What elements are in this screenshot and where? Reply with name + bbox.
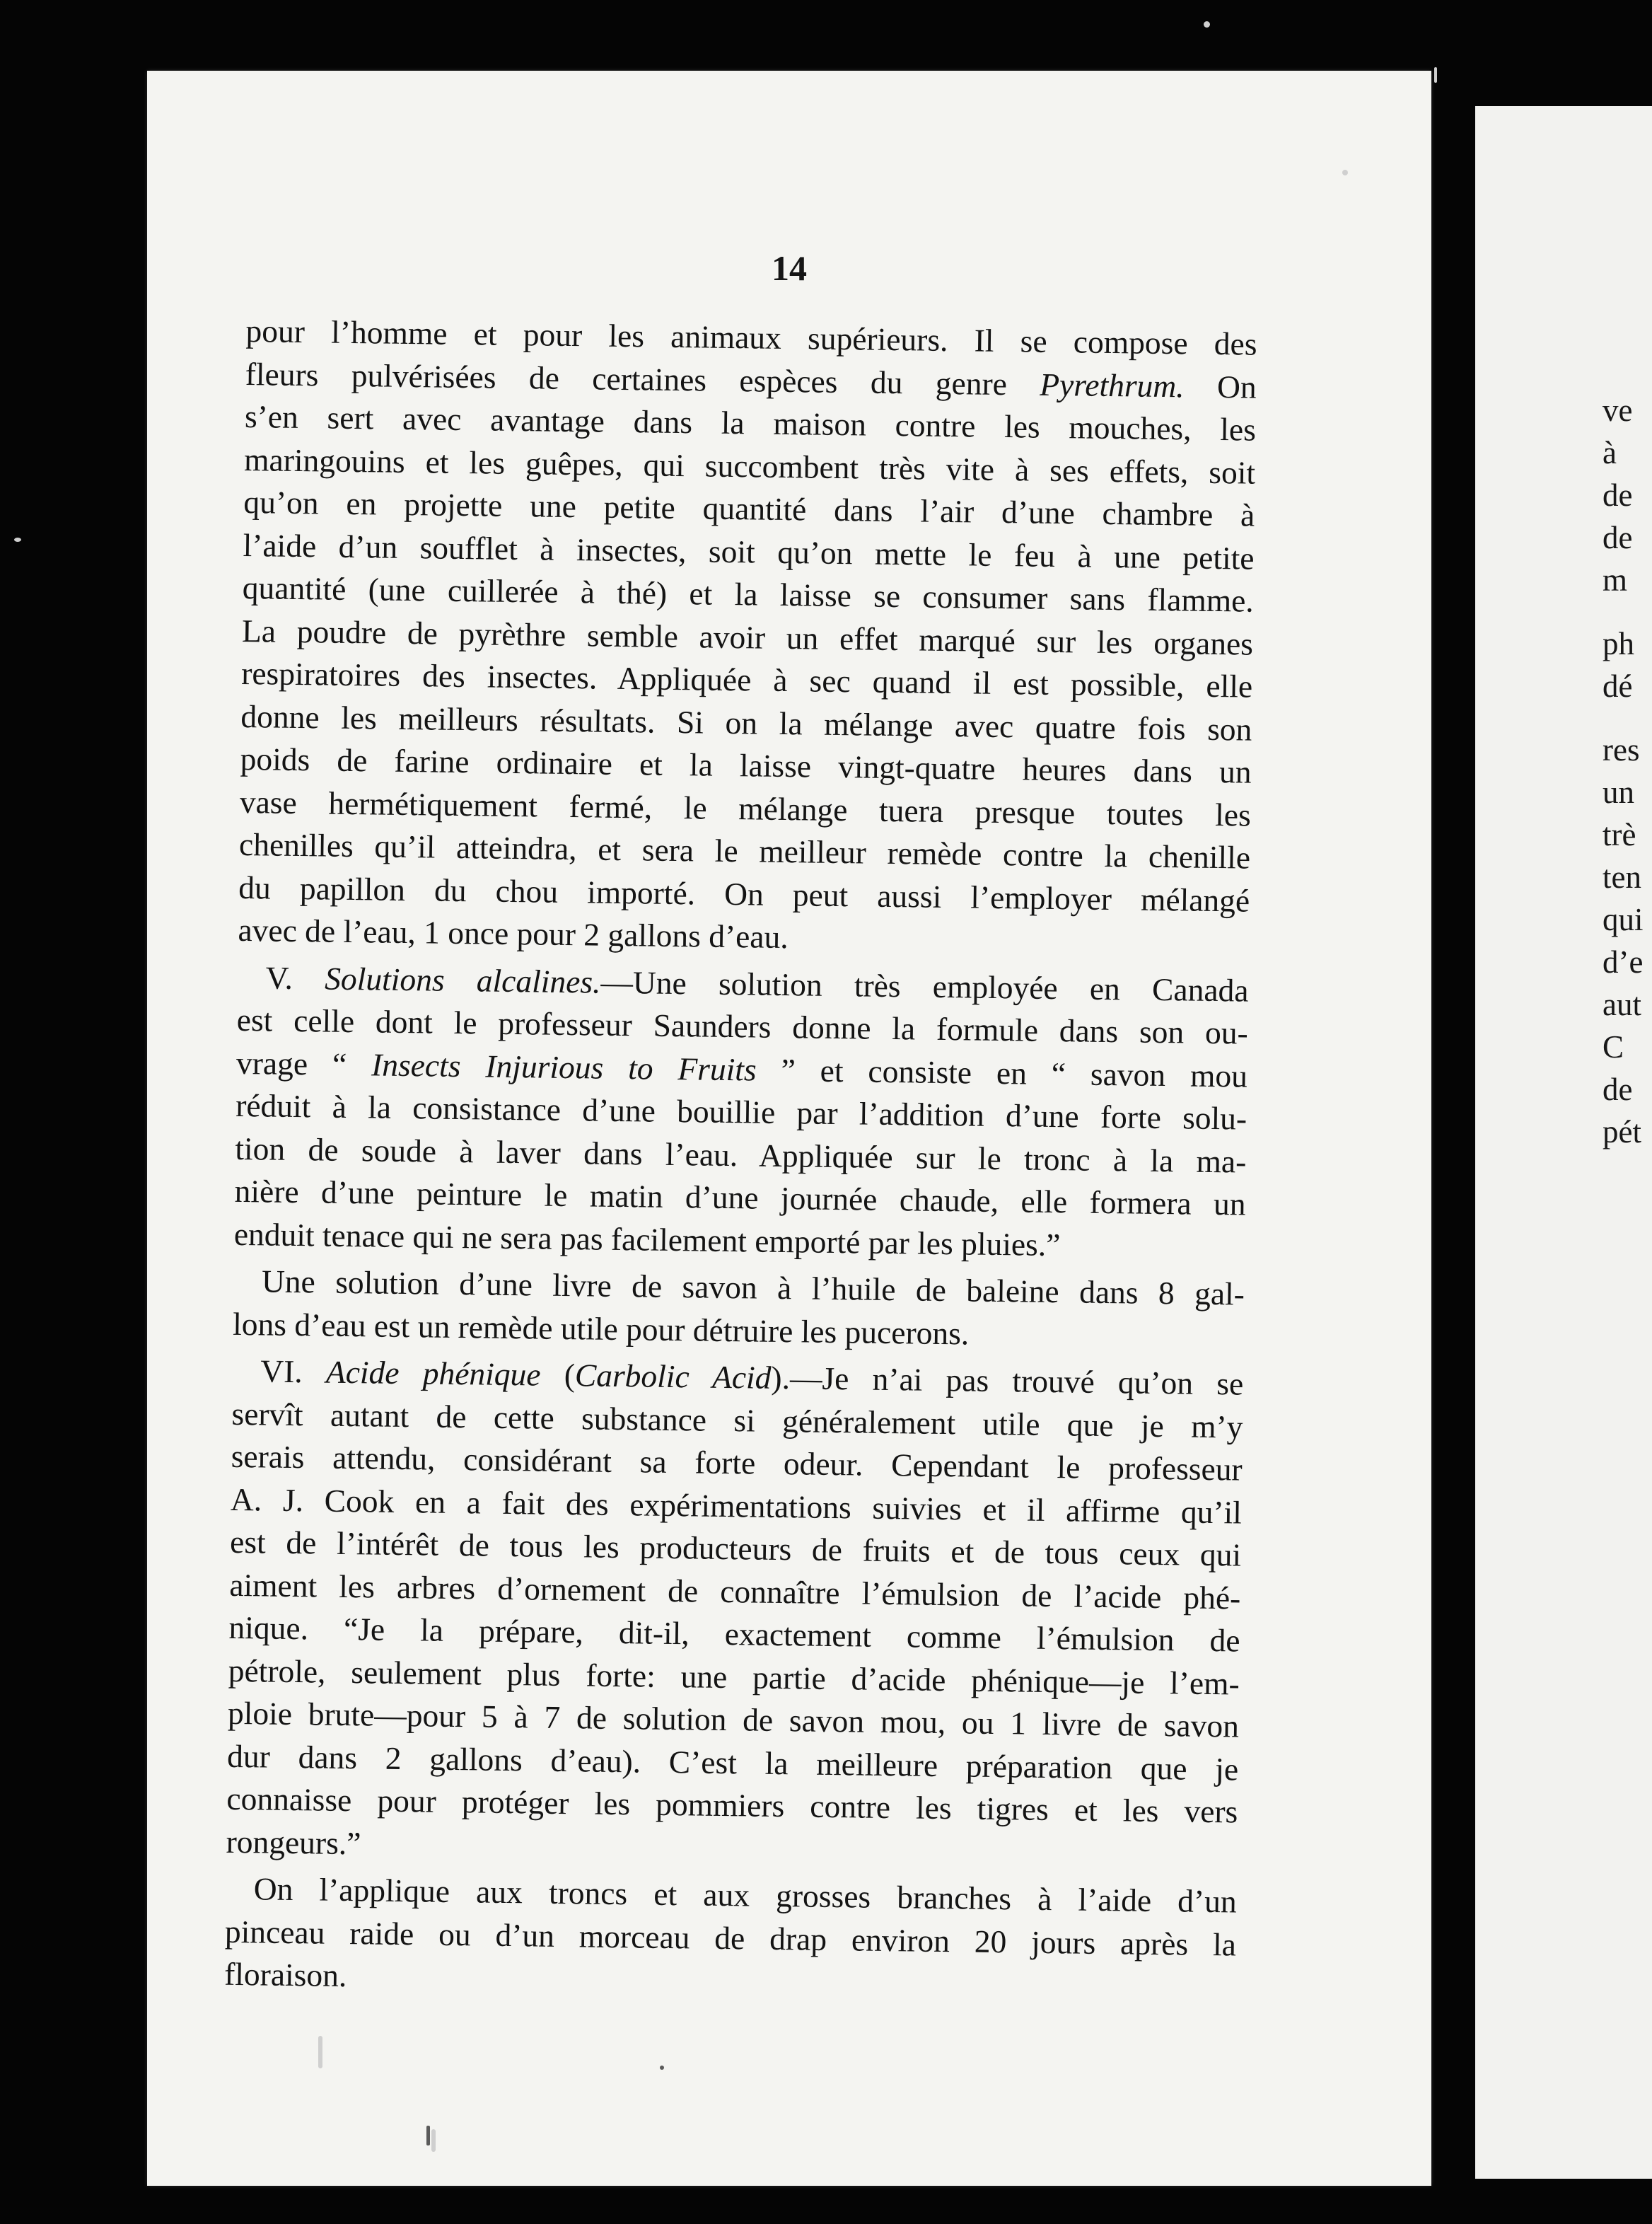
text-run: connaisse pour protéger les pommiers contre les tigres et les vers (226, 1780, 1238, 1830)
text-run: fleurs pulvérisées de certaines espèces du genre (245, 355, 1040, 402)
text-run: vrage “ (235, 1044, 372, 1082)
text-run: dur dans 2 gallons d’eau). C’est la meilleure préparation que je (226, 1737, 1239, 1788)
text-run: vase hermétiquement fermé, le mélange tuera presque toutes les (239, 783, 1252, 833)
text-run: enduit tenace qui ne sera pas facilement emporté par les pluies.” (233, 1215, 1061, 1263)
text-run: ” et consiste en “ savon mou (756, 1051, 1248, 1094)
text-run: V. (265, 958, 325, 997)
adjacent-text-fragment: ph (1602, 626, 1634, 661)
italic-text: Acide phénique (325, 1353, 541, 1393)
scan-speck (1342, 170, 1348, 175)
text-run: respiratoires des insectes. Appliquée à sec quand il est possible, elle (240, 654, 1253, 705)
page-number: 14 (772, 248, 807, 288)
italic-text: Carbolic Acid (574, 1357, 772, 1396)
text-run: pour l’homme et pour les animaux supérieurs. Il se compose des (245, 312, 1257, 362)
adjacent-text-fragment: ten (1602, 859, 1641, 895)
scan-speck (318, 2036, 322, 2068)
adjacent-text-fragment: aut (1602, 987, 1641, 1022)
text-run: tion de soude à laver dans l’eau. Appliquée sur le tronc à la ma- (235, 1130, 1247, 1180)
adjacent-text-fragment: un (1602, 775, 1634, 810)
text-run: est de l’intérêt de tous les producteurs de fruits et de tous ceux qui (229, 1523, 1242, 1573)
scanned-page (147, 71, 1431, 2186)
adjacent-page-text (1602, 389, 1652, 1153)
text-run: On l’applique aux troncs et aux grosses branches à l’aide d’un (253, 1870, 1238, 1920)
text-run: A. J. Cook en a fait des expérimentations suivies et il affirme qu’il (230, 1481, 1243, 1531)
text-run: serais attendu, considérant sa forte odeur. Cependant le professeur (231, 1437, 1243, 1488)
adjacent-text-fragment: m (1602, 562, 1628, 598)
text-run: s’en sert avec avantage dans la maison contre les mouches, les (244, 398, 1257, 448)
adjacent-text-fragment: res (1602, 732, 1640, 768)
adjacent-text-fragment: dé (1602, 668, 1633, 704)
adjacent-text-fragment: ve (1602, 393, 1633, 428)
adjacent-text-fragment: de (1602, 477, 1633, 513)
scan-speck (426, 2126, 430, 2145)
adjacent-text-fragment (1602, 707, 1652, 729)
adjacent-text-fragment: à (1602, 435, 1617, 470)
text-run: nière d’une peinture le matin d’une journée chaude, elle formera un (234, 1172, 1246, 1222)
text-run: VI. (260, 1353, 327, 1390)
adjacent-text-fragment: pét (1602, 1114, 1641, 1149)
text-run: qu’on en projette une petite quantité dans l’air d’une chambre à (243, 483, 1255, 533)
text-run: rongeurs.” (226, 1823, 361, 1861)
text-run: l’aide d’un soufflet à insectes, soit qu’on mette le feu à une petite (243, 526, 1255, 577)
text-run: ploie brute—pour 5 à 7 de solution de savon mou, ou 1 livre de savon (227, 1694, 1240, 1744)
text-run: donne les meilleurs résultats. Si on la mélange avec quatre fois son (240, 697, 1252, 748)
text-run: du papillon du chou importé. On peut aussi l’employer mélangé (238, 869, 1250, 919)
text-run: lons d’eau est un remède utile pour détruire les pucerons. (232, 1305, 970, 1352)
text-run: réduit à la consistance d’une bouillie par l’addition d’une forte solu- (235, 1087, 1247, 1137)
text-run: poids de farine ordinaire et la laisse vingt-quatre heures dans un (240, 740, 1252, 790)
italic-text: Pyrethrum. (1040, 366, 1185, 404)
adjacent-text-fragment (1602, 601, 1652, 622)
scan-speck (14, 538, 21, 542)
text-run: floraison. (223, 1955, 347, 1994)
scan-speck (660, 2066, 664, 2070)
text-run: —Une solution très employée en Canada (600, 963, 1249, 1009)
adjacent-text-fragment: qui (1602, 902, 1644, 937)
scan-speck (1434, 67, 1437, 83)
text-run: nique. “Je la prépare, dit-il, exactement comme l’émulsion de (228, 1609, 1240, 1659)
italic-text: Insects Injurious to Fruits (371, 1046, 757, 1088)
text-run: avec de l’eau, 1 once pour 2 gallons d’eau. (238, 911, 789, 956)
text-run: est celle dont le professeur Saunders donne la formule dans son ou- (236, 1001, 1249, 1051)
adjacent-text-fragment: de (1602, 1072, 1633, 1107)
adjacent-text-fragment: C (1602, 1029, 1624, 1065)
adjacent-text-fragment: d’e (1602, 944, 1644, 980)
text-run: aiment les arbres d’ornement de connaître l’émulsion de l’acide phé- (229, 1566, 1241, 1616)
text-run: quantité (une cuillerée à thé) et la laisse se consumer sans flamme. (242, 569, 1255, 619)
adjacent-page-edge (1475, 106, 1652, 2179)
italic-text: Solutions alcalines. (324, 960, 601, 1000)
text-run: ( (540, 1356, 576, 1394)
text-run: La poudre de pyrèthre semble avoir un effet marqué sur les organes (241, 612, 1254, 662)
text-run: pétrole, seulement plus forte: une partie d’acide phénique—je l’em- (228, 1652, 1240, 1702)
adjacent-text-fragment: de (1602, 520, 1633, 555)
text-run: Une solution d’une livre de savon à l’huile de baleine dans 8 gal- (261, 1263, 1245, 1312)
text-run: servît autant de cette substance si généralement utile que je m’y (231, 1395, 1243, 1445)
text-run: chenilles qu’il atteindra, et sera le meilleur remède contre la chenille (238, 826, 1251, 876)
scan-speck (431, 2129, 436, 2152)
text-run: maringouins et les guêpes, qui succombent très vite à ses effets, soit (243, 441, 1256, 491)
adjacent-text-fragment: trè (1602, 817, 1636, 852)
text-run: pinceau raide ou d’un morceau de drap environ 20 jours après la (224, 1913, 1237, 1963)
body-text (224, 310, 1257, 2009)
text-run: ).—Je n’ai pas trouvé qu’on se (771, 1359, 1244, 1402)
text-run: On (1184, 367, 1257, 405)
scan-speck (1204, 21, 1210, 28)
